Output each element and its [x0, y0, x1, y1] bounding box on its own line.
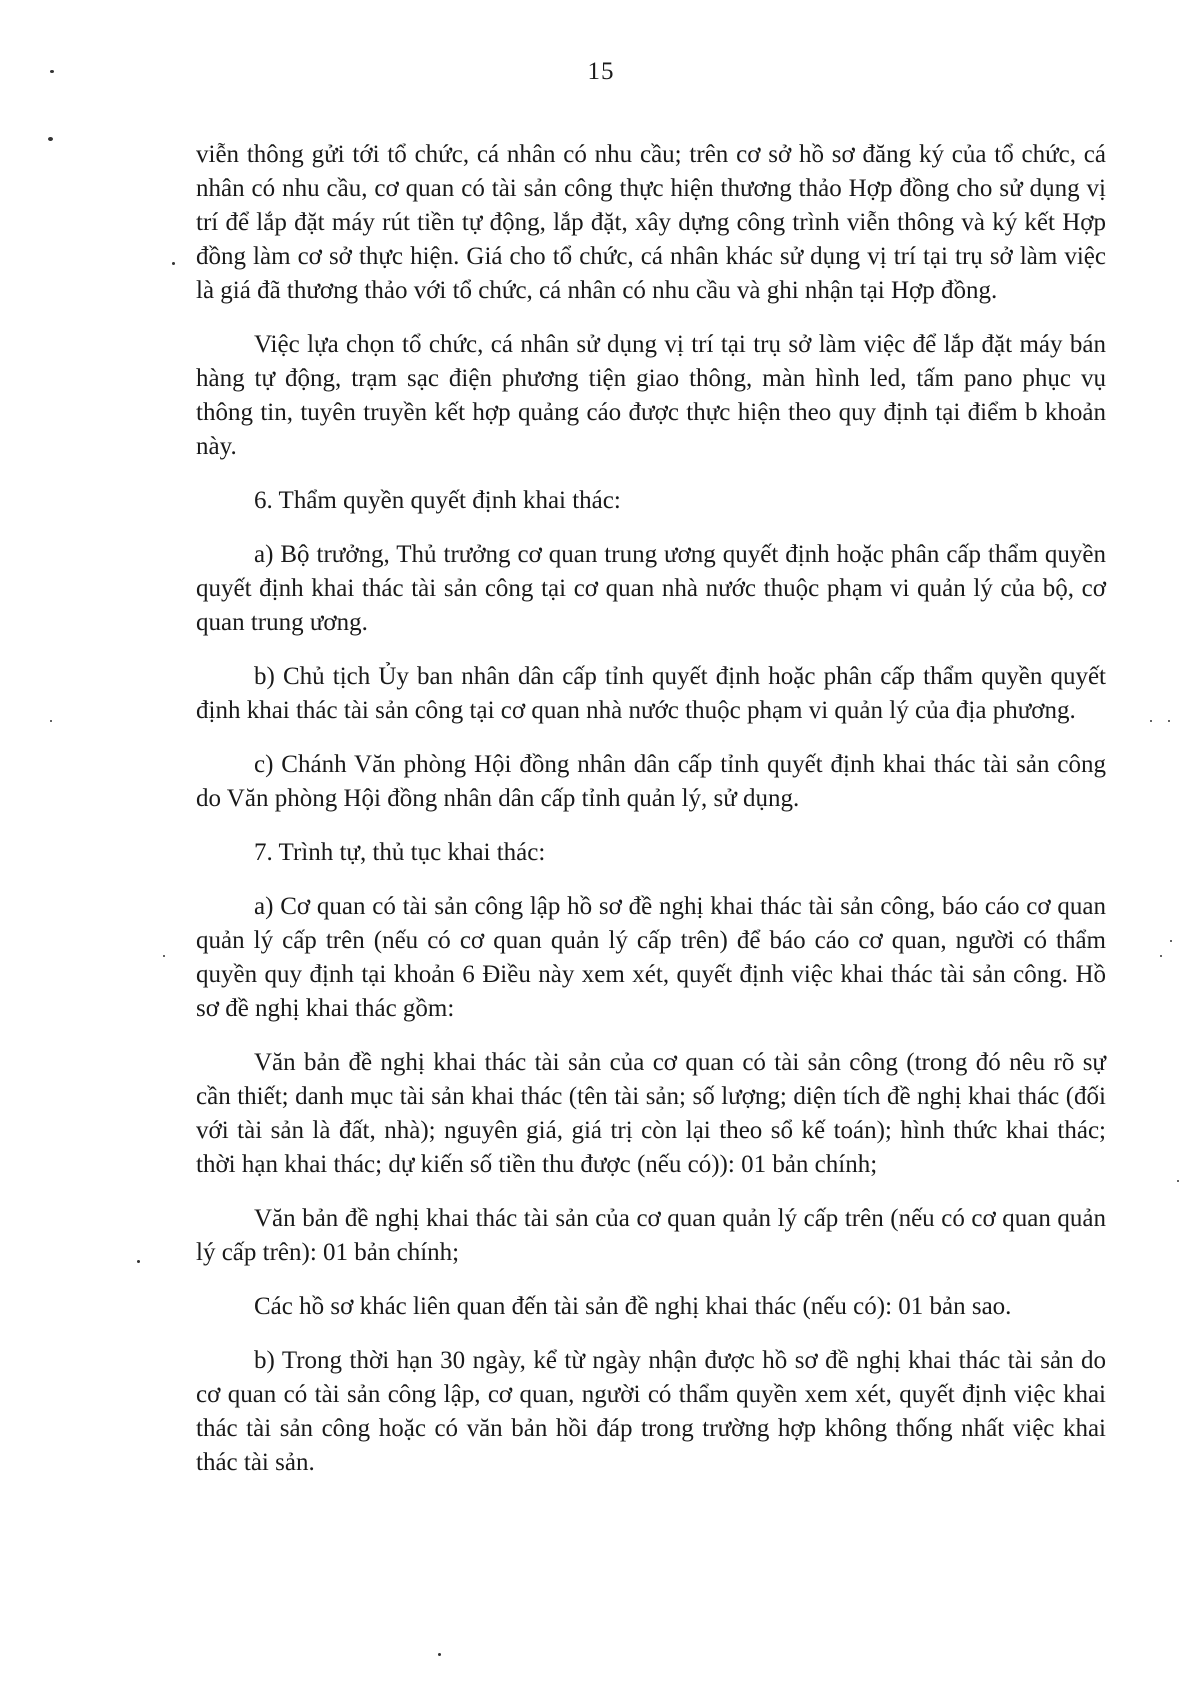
- scan-speck: [50, 70, 54, 73]
- section-6b: b) Chủ tịch Ủy ban nhân dân cấp tỉnh quyết định hoặc phân cấp thẩm quyền quyết định khai thác tài sản công tại cơ quan nhà nước thuộc phạm vi quản lý của địa phương.: [196, 663, 1106, 724]
- dossier-item-1: Văn bản đề nghị khai thác tài sản của cơ quan có tài sản công (trong đó nêu rõ sự cần thiết; danh mục tài sản khai thác (tên tài sản; số lượng; diện tích đề nghị khai thác (đối với tài sản là đất, nhà); nguyên giá, giá trị còn lại theo sổ kế toán); hình thức khai thác; thời hạn khai thác; dự kiến số tiền thu được (nếu có)): 01 bản chính;: [196, 1049, 1106, 1178]
- scan-speck: [137, 1260, 140, 1263]
- scan-speck: [172, 262, 175, 265]
- scan-speck: [1168, 720, 1170, 722]
- scan-speck: [1150, 720, 1152, 722]
- section-7a: a) Cơ quan có tài sản công lập hồ sơ đề nghị khai thác tài sản công, báo cáo cơ quan quản lý cấp trên (nếu có cơ quan quản lý cấp trên) để báo cáo cơ quan, người có thẩm quyền quy định tại khoản 6 Điều này xem xét, quyết định việc khai thác tài sản công. Hồ sơ đề nghị khai thác gồm:: [196, 893, 1106, 1022]
- paragraph-continuation: viễn thông gửi tới tổ chức, cá nhân có nhu cầu; trên cơ sở hồ sơ đăng ký của tổ chức, cá nhân có nhu cầu, cơ quan có tài sản công thực hiện thương thảo Hợp đồng cho sử dụng vị trí để lắp đặt máy rút tiền tự động, lắp đặt, xây dựng công trình viễn thông và ký kết Hợp đồng làm cơ sở thực hiện. Giá cho tổ chức, cá nhân khác sử dụng vị trí tại trụ sở làm việc là giá đã thương thảo với tổ chức, cá nhân có nhu cầu và ghi nhận tại Hợp đồng.: [196, 141, 1106, 304]
- section-7b: b) Trong thời hạn 30 ngày, kể từ ngày nhận được hồ sơ đề nghị khai thác tài sản do cơ quan có tài sản công lập, cơ quan, người có thẩm quyền xem xét, quyết định việc khai thác tài sản công hoặc có văn bản hồi đáp trong trường hợp không thống nhất việc khai thác tài sản.: [196, 1347, 1106, 1476]
- scan-speck: [1160, 955, 1162, 957]
- scan-speck: [438, 1653, 441, 1656]
- scan-speck: [50, 720, 52, 722]
- section-6c: c) Chánh Văn phòng Hội đồng nhân dân cấp tỉnh quyết định khai thác tài sản công do Văn phòng Hội đồng nhân dân cấp tỉnh quản lý, sử dụng.: [196, 751, 1106, 812]
- document-body: [196, 138, 1106, 1480]
- section-7-heading: 7. Trình tự, thủ tục khai thác:: [254, 839, 546, 866]
- scan-speck: [1170, 940, 1172, 942]
- dossier-item-3: Các hồ sơ khác liên quan đến tài sản đề nghị khai thác (nếu có): 01 bản sao.: [254, 1293, 1012, 1320]
- scan-speck: [1177, 1180, 1179, 1182]
- scan-speck: [163, 955, 165, 957]
- paragraph-selection-rule: Việc lựa chọn tổ chức, cá nhân sử dụng vị trí tại trụ sở làm việc để lắp đặt máy bán hàng tự động, trạm sạc điện phương tiện giao thông, màn hình led, tấm pano phục vụ thông tin, tuyên truyền kết hợp quảng cáo được thực hiện theo quy định tại điểm b khoản này.: [196, 331, 1106, 460]
- section-6-heading: 6. Thẩm quyền quyết định khai thác:: [254, 487, 621, 514]
- dossier-item-2: Văn bản đề nghị khai thác tài sản của cơ quan quản lý cấp trên (nếu có cơ quan quản lý cấp trên): 01 bản chính;: [196, 1205, 1106, 1266]
- scan-speck: [48, 137, 53, 141]
- page-number: 15: [587, 58, 615, 85]
- section-6a: a) Bộ trưởng, Thủ trưởng cơ quan trung ương quyết định hoặc phân cấp thẩm quyền quyết định khai thác tài sản công tại cơ quan nhà nước thuộc phạm vi quản lý của bộ, cơ quan trung ương.: [196, 541, 1106, 636]
